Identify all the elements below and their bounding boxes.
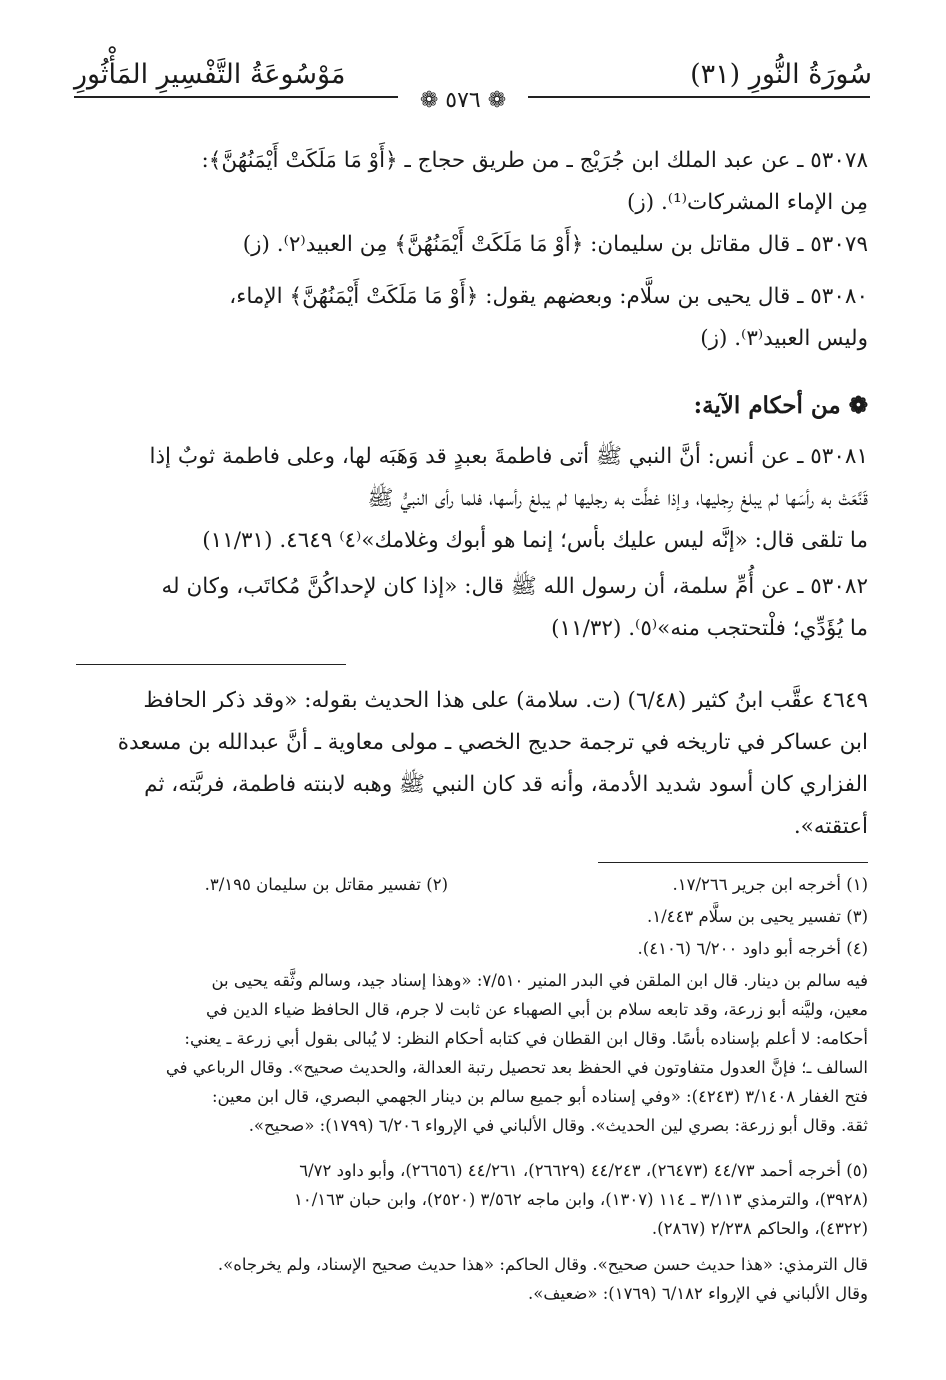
hadith-line: ما تلقى قال: «إنَّه ليس عليك بأس؛ إنما هو أبوك وغلامك»⁽٤⁾ ٤٦٤٩. (١١/٣١): [202, 528, 868, 553]
ornament-icon: ❁: [480, 88, 507, 113]
footnote-1: (١) أخرجه ابن جرير ١٧/٢٦٦.: [672, 875, 868, 894]
surah-header: سُورَةُ النُّورِ (٣١): [690, 59, 872, 90]
footnote-line: السالف ـ؛ فإنَّ العدول متفاوتون في الحفظ بعد تحصيل رتبة العدالة، والحديث صحيح». وقال الرباعي في: [165, 1058, 868, 1077]
footnote-5-detail: [76, 1250, 868, 1308]
footnote-3: (٣) تفسير يحيى بن سلَّام ١/٤٤٣.: [647, 907, 868, 926]
commentary-line: أعتقته».: [793, 814, 868, 839]
entry-line: مِن الإماء المشركات⁽¹⁾. (ز): [626, 190, 868, 215]
commentary-block: [76, 680, 868, 848]
entry-line: ٥٣٠٨٠ ـ قال يحيى بن سلَّام: وبعضهم يقول: ﴿أَوْ مَا مَلَكَتْ أَيْمَنُهُنَّ﴾ الإماء،: [229, 284, 868, 309]
hadith-line: ما يُؤَدِّي؛ فلْتحتجب منه»⁽٥⁾. (١١/٣٢): [551, 616, 868, 641]
footnote-line: ثقة. وقال أبو زرعة: بصري لين الحديث». وقال الألباني في الإرواء ٦/٢٠٦ (١٧٩٩): «صحيح».: [248, 1116, 868, 1135]
section-heading: ❁ من أحكام الآية:: [693, 392, 868, 419]
hadith-line: ٥٣٠٨٢ ـ عن أُمِّ سلمة، أن رسول الله ﷺ قال: «إذا كان لإحداكُنَّ مُكاتَب، وكان له: [161, 574, 868, 599]
entry-53080: [76, 276, 868, 360]
entry-line: ٥٣٠٧٨ ـ عن عبد الملك ابن جُرَيْج ـ من طريق حجاج ـ ﴿أَوْ مَا مَلَكَتْ أَيْمَنُهُنَّ﴾:: [201, 148, 868, 173]
hadith-line: قَنَّعَتْ به رأسَها لم يبلغ رِجليها، وإذا غطَّت به رجليها لم يبلغ رأسها، فلما رأى النبيُّ ﷺ: [367, 486, 868, 511]
entry-53079: [76, 224, 868, 266]
footnote-5: [76, 1156, 868, 1243]
ornament-icon: ❁: [419, 88, 446, 113]
commentary-line: ابن عساكر في تاريخه في ترجمة حديج الخصي ـ مولى معاوية ـ أنَّ عبدالله بن مسعدة: [117, 730, 868, 755]
footnote-line: فيه سالم بن دينار. قال ابن الملقن في البدر المنير ٧/٥١٠: «وهذا إسناد جيد، وسالم وثَّقه يحيى بن: [211, 971, 868, 990]
page-number: [398, 88, 528, 114]
footnote-line: معين، وليَّنه أبو زرعة، وقد تابعه سلام بن أبي الصهباء عن ثابت لا جرم، قال الحافظ ضياء الدين في: [206, 1000, 868, 1019]
entry-line: وليس العبيد⁽٣⁾. (ز): [700, 326, 868, 351]
commentary-separator: [76, 664, 346, 665]
commentary-line: الفزاري كان أسود شديد الأدمة، وأنه قد كان النبي ﷺ وهبه لابنته فاطمة، فربَّته، ثم: [144, 772, 868, 797]
footnote-line: (٤٣٢٢)، والحاكم ٢/٢٣٨ (٢٨٦٧).: [651, 1219, 868, 1238]
footnote-line: (٣٩٢٨)، والترمذي ٣/١١٣ ـ ١١٤ (١٣٠٧)، وابن ماجه ٣/٥٦٢ (٢٥٢٠)، وابن حبان ١٠/١٦٣: [294, 1190, 868, 1209]
hadith-line: ٥٣٠٨١ ـ عن أنس: أنَّ النبي ﷺ أتى فاطمةَ بعبدٍ قد وَهَبَه لها، وعلى فاطمة ثوبٌ إذا: [149, 444, 868, 469]
entry-53078: [76, 140, 868, 224]
footnote-line: أحكامه: لا أعلم بإسناده بأسًا. وقال ابن القطان في كتابه أحكام النظر: لا يُبالى بقول أبي زرعة ـ يعني:: [184, 1029, 868, 1048]
footnote-2: (٢) تفسير مقاتل بن سليمان ٣/١٩٥.: [204, 875, 448, 894]
footnote-separator: [598, 862, 868, 863]
footnote-4-detail: [76, 966, 868, 1140]
footnote-line: (٥) أخرجه أحمد ٤٤/٧٣ (٢٦٤٧٣)، ٤٤/٢٤٣ (٢٦٦٢٩)، ٤٤/٢٦١ (٢٦٦٥٦)، وأبو داود ٦/٧٢: [299, 1161, 868, 1180]
commentary-line: ٤٦٤٩ عقَّب ابنُ كثير (٦/٤٨) (ت. سلامة) على هذا الحديث بقوله: «وقد ذكر الحافظ: [143, 688, 868, 713]
footnote-line: وقال الألباني في الإرواء ٦/١٨٢ (١٧٦٩): «ضعيف».: [527, 1284, 868, 1303]
page-number-value: ٥٧٦: [445, 88, 481, 113]
footnote-4: (٤) أخرجه أبو داود ٦/٢٠٠ (٤١٠٦).: [637, 939, 868, 958]
footnote-line: قال الترمذي: «هذا حديث حسن صحيح». وقال الحاكم: «هذا حديث صحيح الإسناد، ولم يخرجاه».: [217, 1255, 868, 1274]
book-title-header: مَوْسُوعَةُ التَّفْسِيرِ المَأْثُورِ: [74, 59, 346, 90]
hadith-53082: [76, 566, 868, 650]
hadith-53081: [76, 436, 868, 562]
footnote-line: فتح الغفار ٣/١٤٠٨ (٤٢٤٣): «وفي إسناده أبو جميع سالم بن دينار الجهمي البصري، قال ابن معين:: [211, 1087, 868, 1106]
entry-line: ٥٣٠٧٩ ـ قال مقاتل بن سليمان: ﴿أَوْ مَا مَلَكَتْ أَيْمَنُهُنَّ﴾ مِن العبيد⁽٢⁾. (ز): [242, 232, 868, 257]
